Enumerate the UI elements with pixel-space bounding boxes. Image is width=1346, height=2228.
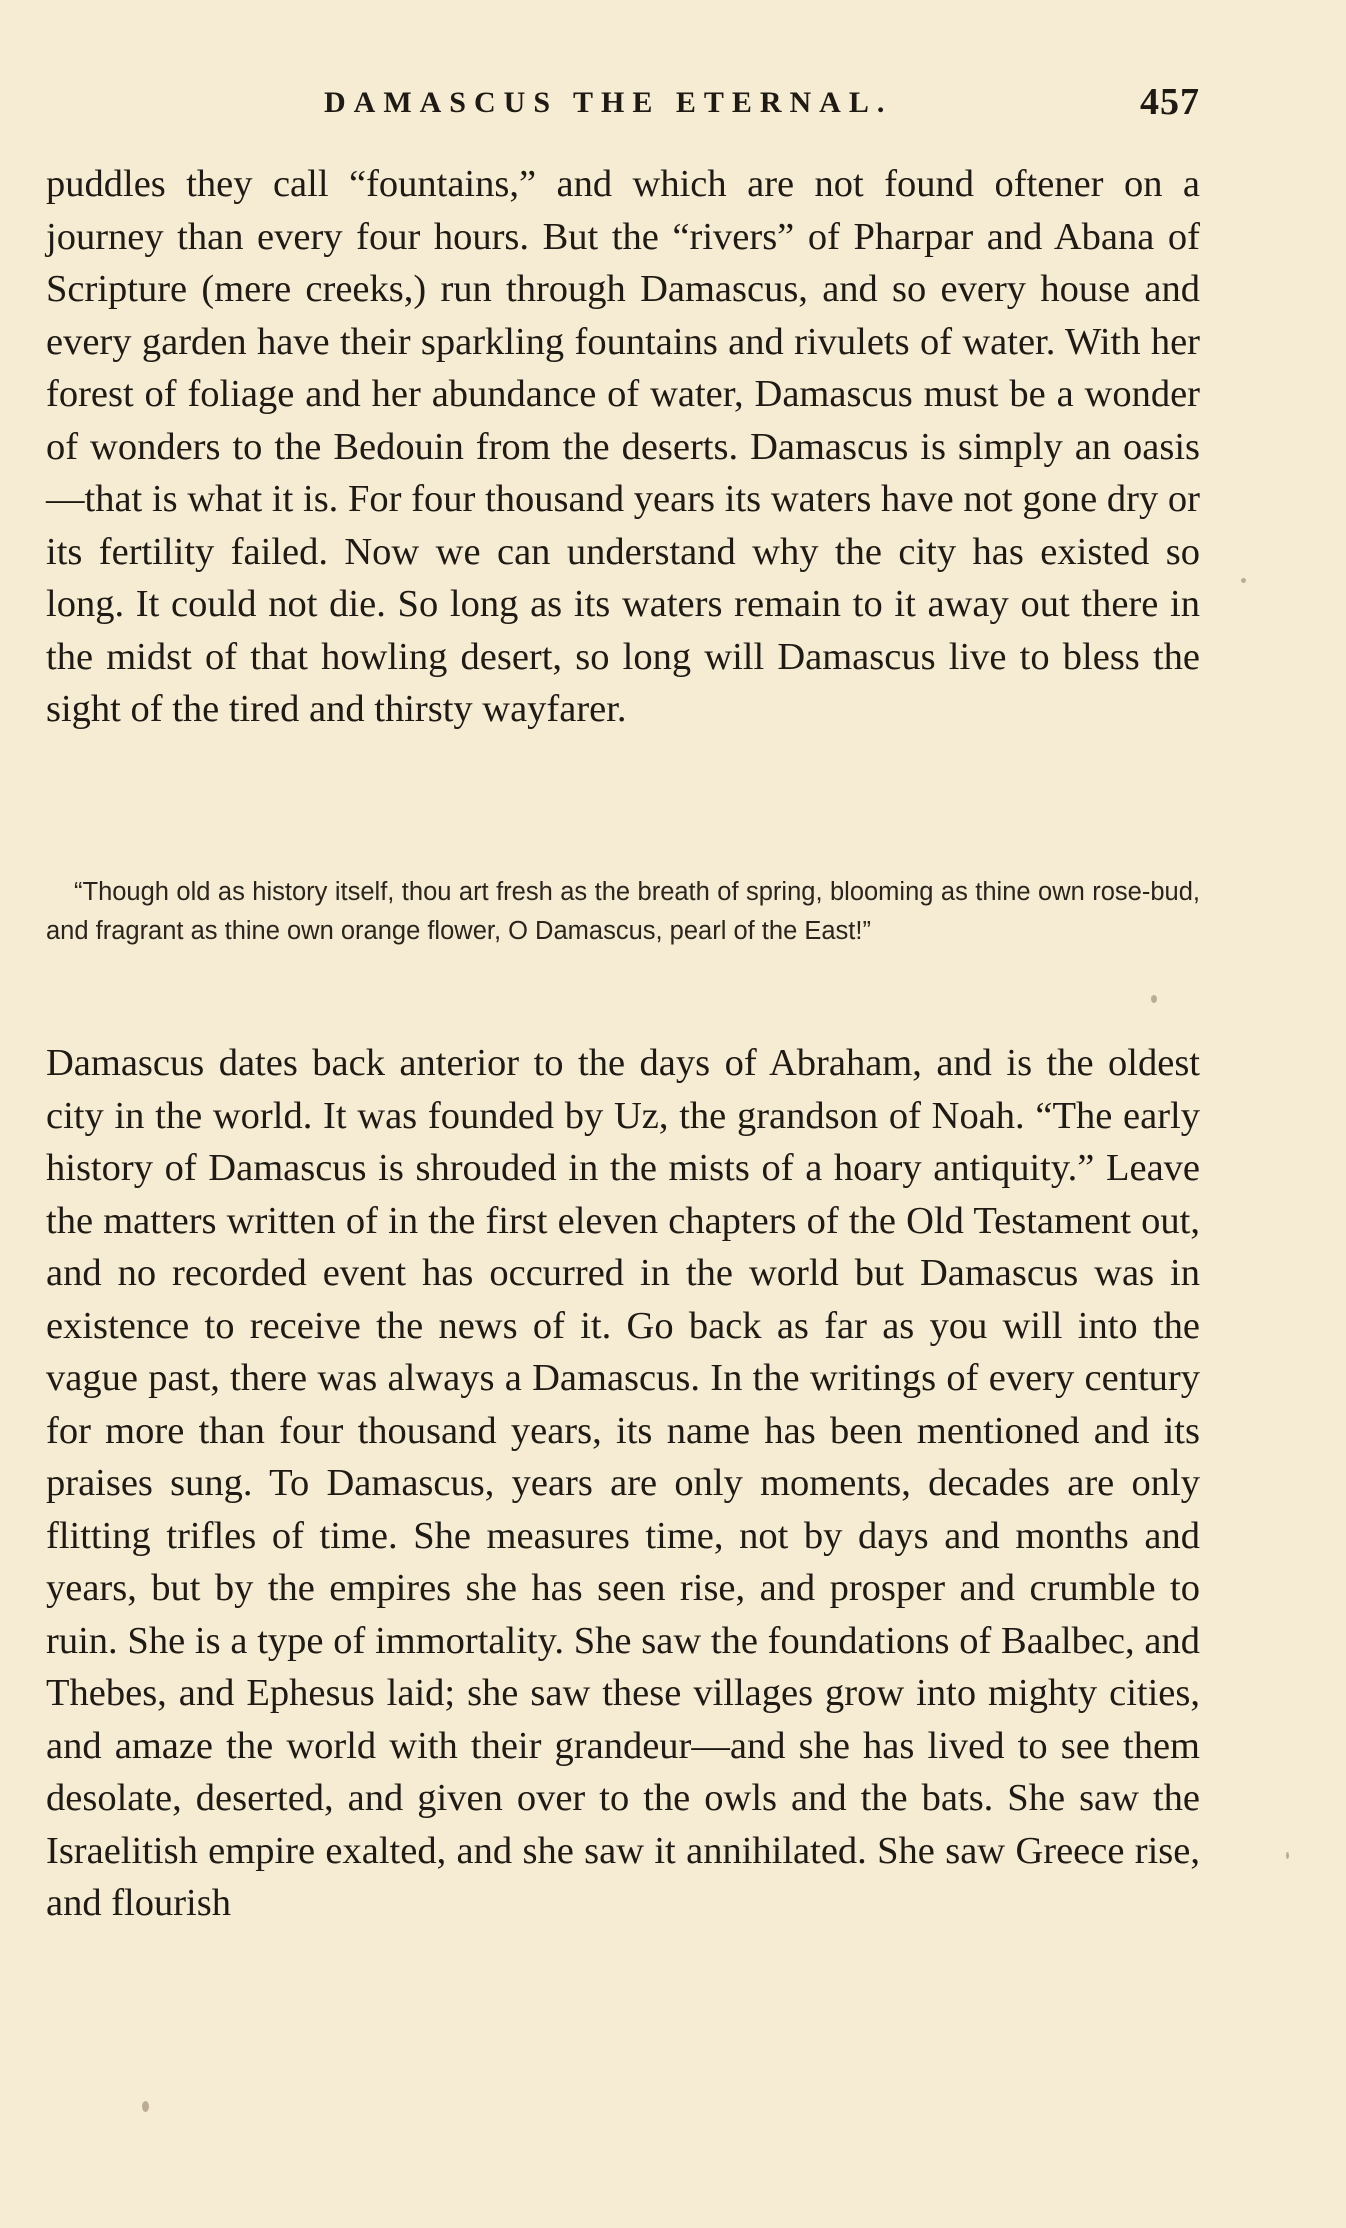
- block-quote: “Though old as history itself, thou art fresh as the breath of spring, blooming as thine own rose-bud, and fragrant as thine own orange flower, O Damascus, pearl of the East!”: [46, 878, 1200, 945]
- paper-speck: [1286, 1852, 1289, 1859]
- paper-speck: [1241, 578, 1246, 583]
- running-title: DAMASCUS THE ETERNAL.: [324, 86, 893, 119]
- body-paragraph-1: puddles they call “fountains,” and which are not found oftener on a journey than every four hours. But the “rivers” of Pharpar and Abana of Scripture (mere creeks,) run through Damascus, and so every house and every garden have their sparkling fountains and rivulets of water. With her forest of foliage and her abundance of water, Damascus must be a wonder of wonders to the Bedouin from the deserts. Damascus is simply an oasis—that is what it is. For four thousand years its waters have not gone dry or its fertility failed. Now we can understand why the city has existed so long. It could not die. So long as its waters remain to it away out there in the midst of that howling desert, so long will Damascus live to bless the sight of the tired and thirsty wayfarer.: [46, 163, 1200, 730]
- running-head: [46, 80, 1200, 124]
- paper-speck: [1151, 995, 1157, 1003]
- paper-speck: [142, 2101, 149, 2112]
- page-number: 457: [1140, 81, 1200, 123]
- body-paragraph-2: Damascus dates back anterior to the days of Abraham, and is the oldest city in the world. It was founded by Uz, the grandson of Noah. “The early history of Damascus is shrouded in the mists of a hoary antiquity.” Leave the matters written of in the first eleven chapters of the Old Testament out, and no recorded event has occurred in the world but Damascus was in existence to receive the news of it. Go back as far as you will into the vague past, there was always a Damascus. In the writings of every century for more than four thousand years, its name has been mentioned and its praises sung. To Damascus, years are only moments, decades are only flitting trifles of time. She measures time, not by days and months and years, but by the empires she has seen rise, and prosper and crumble to ruin. She is a type of immortality. She saw the foundations of Baalbec, and Thebes, and Ephesus laid; she saw these villages grow into mighty cities, and amaze the world with their grandeur—and she has lived to see them desolate, deserted, and given over to the owls and the bats. She saw the Israelitish empire exalted, and she saw it annihilated. She saw Greece rise, and flourish: [46, 1042, 1200, 1924]
